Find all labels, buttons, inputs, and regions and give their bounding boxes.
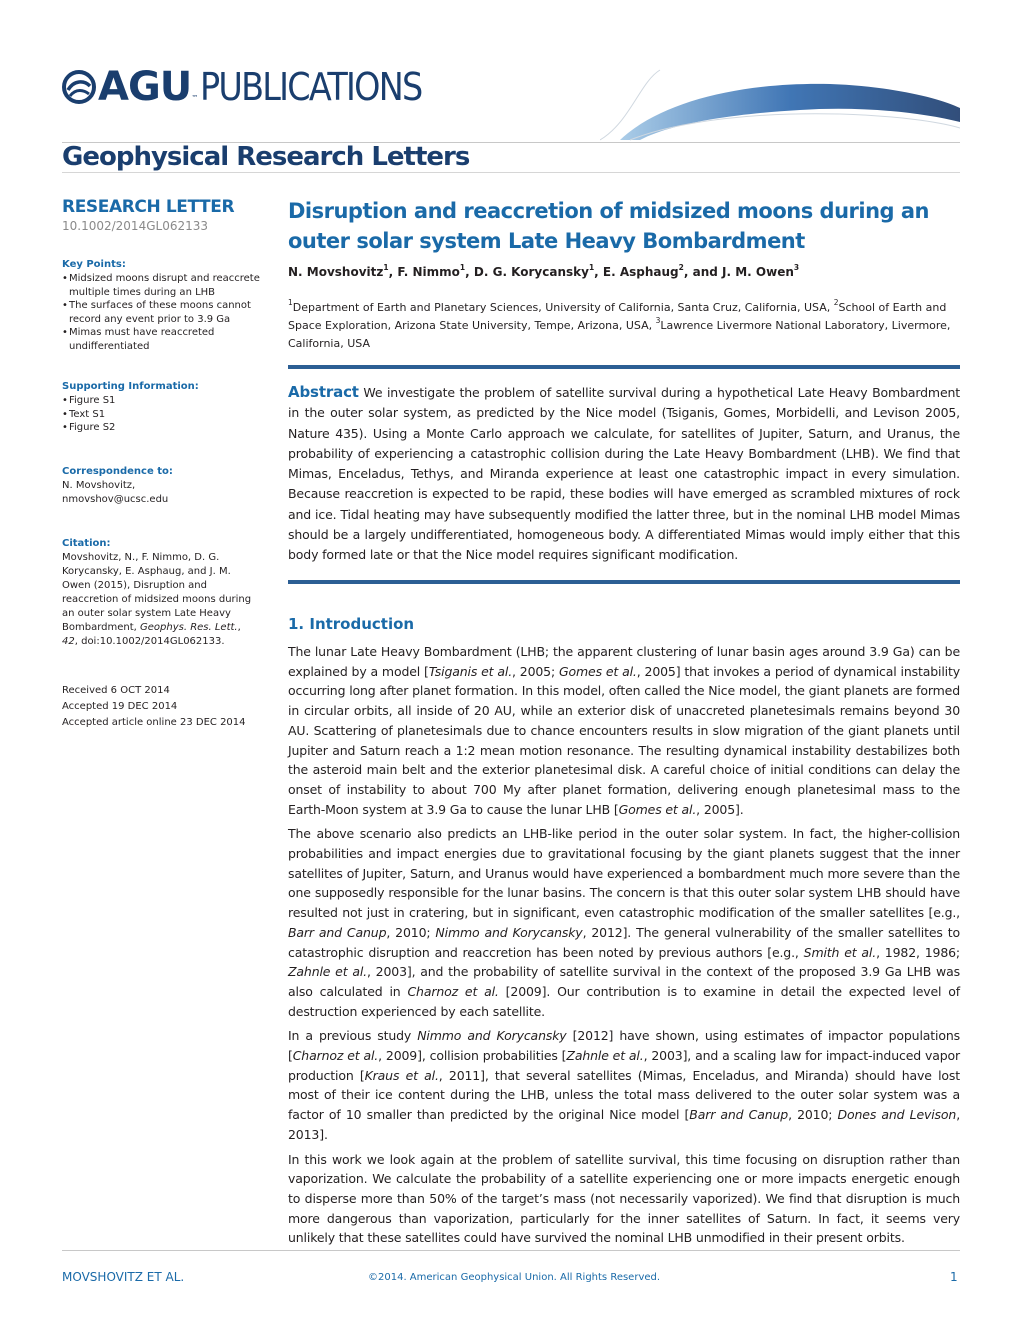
section-heading-introduction: 1. Introduction — [288, 615, 415, 633]
footer-divider — [62, 1250, 960, 1251]
author-list: N. Movshovitz$^1$, F. Nimmo$^1$, D. G. Korycansky$^1$, E. Asphaug$^2$, and J. M. Owen$^3$ — [288, 263, 800, 279]
citation-heading: Citation: — [62, 537, 111, 549]
paragraph: In a previous study Nimmo and Korycansky [2012] have shown, using estimates of impactor populations [Charnoz et al., 2009], collision probabilities [Zahnle et al., 2003], and a scaling law for impact-induced vapor production [Kraus et al., 2011], that several satellites (Mimas, Enceladus, and Miranda) should have lost most of their ice content during the LHB, unless the total mass delivered to the outer solar system was a factor of 10 smaller than predicted by the original Nice model [Barr and Canup, 2010; Dones and Levison, 2013]. — [288, 1028, 961, 1142]
list-item: • The surfaces of these moons cannot record any event prior to 3.9 Ga — [62, 300, 251, 325]
affiliations: $^1$Department of Earth and Planetary Sciences, University of California, Santa Cruz, California, USA, $^2$School of Earth and Space Exploration, Arizona State University, Tempe, Arizona, USA, $^3$Lawrence Livermore National Laboratory, Livermore, California, USA — [288, 298, 951, 350]
header-horizon-graphic — [600, 62, 960, 142]
author[interactable]: J. M. Owen$^3$ — [722, 263, 800, 279]
author[interactable]: E. Asphaug$^2$ — [602, 263, 684, 279]
sidebar — [62, 196, 268, 731]
accepted-date: Accepted 19 DEC 2014 — [62, 700, 178, 712]
abstract — [288, 382, 960, 566]
logo-agu-text: AGU — [98, 64, 192, 110]
paragraph: The above scenario also predicts an LHB-like period in the outer solar system. In fact, the higher-collision probabilities and impact energies due to gravitational focusing by the giant planets suggest that the inner satellites of Jupiter, Saturn, and Uranus would have experienced a bombardment much more severe than the one supposedly responsible for the lunar basins. The concern is that this outer solar system LHB should have resulted not just in cratering, but in significant, even catastrophic modification of the smaller satellites [e.g., Barr and Canup, 2010; Nimmo and Korycansky, 2012]. The general vulnerability of the smaller satellites to catastrophic disruption and reaccretion has been noted by previous authors [e.g., Smith et al., 1982, 1986; Zahnle et al., 2003], and the probability of satellite survival in the context of the proposed 3.9 Ga LHB was also calculated in Charnoz et al. [2009]. Our contribution is to examine in detail the expected level of destruction experienced by each satellite. — [288, 826, 961, 1019]
author[interactable]: D. G. Korycansky$^1$ — [473, 263, 595, 279]
citation-text: Movshovitz, N., F. Nimmo, D. G. Korycansky, E. Asphaug, and J. M. Owen (2015), Disruption and reaccretion of midsized moons during an outer solar system Late Heavy Bombardment, Geophys. Res. Lett., 42, doi:10.1002/2014GL062133. — [62, 551, 252, 647]
supporting-item[interactable]: • Text S1 — [62, 408, 106, 420]
journal-title: Geophysical Research Letters — [62, 142, 470, 172]
supporting-item[interactable]: • Figure S1 — [62, 395, 116, 406]
key-points-list — [62, 272, 268, 353]
logo-trademark: ™ — [191, 94, 199, 102]
article-type: RESEARCH LETTER — [62, 197, 235, 217]
introduction-body — [288, 642, 960, 1253]
footer-copyright: ©2014. American Geophysical Union. All Rights Reserved. — [368, 1272, 661, 1283]
correspondence-email[interactable]: nmovshov@ucsc.edu — [62, 493, 169, 505]
supporting-info-list — [62, 394, 268, 435]
key-points-heading: Key Points: — [62, 259, 126, 270]
correspondence-heading: Correspondence to: — [62, 465, 173, 477]
received-date: Received 6 OCT 2014 — [62, 684, 170, 696]
abstract-text: We investigate the problem of satellite survival during a hypothetical Late Heavy Bombardment in the outer solar system, as predicted by the Nice model (Tsiganis, Gomes, Morbidelli, and Levison 2005, Nature 435). Using a Monte Carlo approach we calculate, for satellites of Jupiter, Saturn, and Uranus, the probability of experiencing a catastrophic collision during the Late Heavy Bombardment (LHB). We find that Mimas, Enceladus, Tethys, and Miranda experience at least one catastrophic impact in every simulation. Because reaccretion is expected to be rapid, these bodies will have emerged as scrambled mixtures of rock and ice. Tidal heating may have subsequently modified the latter three, but in the nominal LHB model Mimas should be a largely undifferentiated, homogeneous body. A differentiated Mimas would imply either that this body formed late or that the Nice model requires significant modification. — [288, 385, 961, 563]
supporting-item[interactable]: • Figure S2 — [62, 422, 116, 433]
list-item: • Midsized moons disrupt and reaccrete multiple times during an LHB — [62, 273, 260, 298]
abstract-label: Abstract — [288, 383, 359, 401]
abstract-bottom-rule — [288, 580, 960, 584]
correspondence-name: N. Movshovitz, — [62, 479, 136, 491]
list-item: • Mimas must have reaccreted undifferentiated — [62, 327, 215, 352]
doi[interactable]: 10.1002/2014GL062133 — [62, 219, 208, 233]
article-header — [288, 196, 960, 256]
online-date: Accepted article online 23 DEC 2014 — [62, 716, 246, 728]
author[interactable]: N. Movshovitz$^1$ — [288, 263, 389, 279]
logo-publications-text: PUBLICATIONS — [200, 65, 422, 109]
page-number: 1 — [950, 1270, 958, 1284]
footer-running-head: MOVSHOVITZ ET AL. — [62, 1270, 185, 1284]
paragraph: The lunar Late Heavy Bombardment (LHB; the apparent clustering of lunar basin ages around 3.9 Ga) can be explained by a model [Tsiganis et al., 2005; Gomes et al., 2005] that invokes a period of dynamical instability occurring long after planet formation. In this model, often called the Nice model, the giant planets are formed in circular orbits, all inside of 20 AU, while an exterior disk of unaccreted planetesimals remains beyond 30 AU. Scattering of planetesimals due to chance encounters results in slow migration of the giant planets until Jupiter and Saturn reach a 1:2 mean motion resonance. The resulting dynamical instability destabilizes both the asteroid main belt and the exterior planetesimal disk. A careful choice of initial conditions can delay the onset of instability to about 700 My after planet formation, delivering enough planetesimal mass to the Earth-Moon system at 3.9 Ga to cause the lunar LHB [Gomes et al., 2005]. — [288, 644, 961, 817]
journal-divider — [62, 172, 960, 173]
agu-logo — [62, 66, 452, 108]
abstract-top-rule — [288, 365, 960, 369]
article-title: Disruption and reaccretion of midsized moons during an outer solar system Late Heavy Bombardment — [288, 199, 929, 253]
supporting-info-heading: Supporting Information: — [62, 381, 199, 392]
paragraph: In this work we look again at the problem of satellite survival, this time focusing on disruption rather than vaporization. We calculate the probability of a satellite experiencing one or more impacts energetic enough to disperse more than 50% of the target’s mass (not necessarily vaporized). We find that disruption is much more dangerous than vaporization, particularly for the inner satellites of Saturn. In fact, it seems very unlikely that these satellites could have survived the nominal LHB unmodified in their present orbits. — [288, 1151, 960, 1246]
author[interactable]: F. Nimmo$^1$ — [397, 263, 466, 279]
agu-globe-icon — [62, 70, 96, 104]
